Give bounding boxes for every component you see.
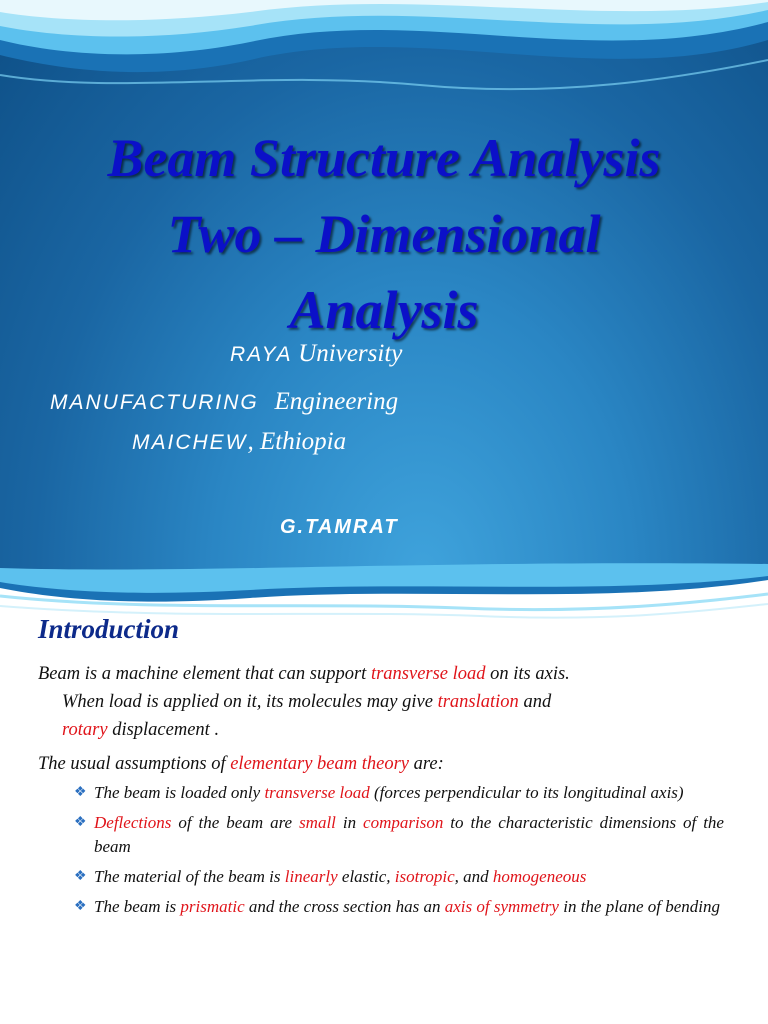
location-line — [132, 428, 346, 456]
list-item — [74, 811, 724, 859]
text-run: When load is applied on it, its molecules may give — [62, 692, 438, 712]
list-item — [74, 781, 724, 805]
decorative-wave-footer — [0, 560, 768, 576]
department-line — [50, 388, 398, 416]
intro-paragraph — [38, 660, 730, 744]
assumptions-list — [74, 781, 724, 925]
text-run: to the characteristic dimensions of the beam — [94, 813, 724, 856]
highlight-term: transverse load — [370, 664, 486, 684]
list-item — [74, 865, 724, 889]
text-run: and the cross section has an — [244, 897, 445, 916]
text-run: elastic, — [337, 867, 395, 886]
text-run: The usual assumptions of — [38, 754, 231, 774]
text-run: Beam is a machine element that can support — [38, 664, 371, 684]
highlight-term: linearly — [284, 867, 338, 886]
location-word: , Ethiopia — [247, 428, 347, 455]
university-line — [230, 340, 402, 368]
text-run: are: — [409, 754, 444, 774]
text-run: displacement . — [107, 720, 220, 740]
list-item — [74, 895, 724, 919]
highlight-term: small — [299, 813, 336, 832]
author-name: G.TAMRAT — [280, 516, 399, 538]
decorative-wave-header — [0, 0, 768, 110]
diamond-bullet-icon: ❖ — [74, 785, 87, 800]
university-caps: RAYA — [230, 343, 293, 366]
diamond-bullet-icon: ❖ — [74, 815, 87, 830]
text-run: (forces perpendicular to its longitudinal axis) — [369, 783, 684, 802]
text-run: and — [518, 692, 552, 712]
highlight-term: prismatic — [180, 897, 245, 916]
highlight-term: axis of symmetry — [444, 897, 559, 916]
text-run: The beam is loaded only — [94, 783, 265, 802]
section-heading: Introduction — [38, 614, 180, 644]
title-line-3: Analysis — [289, 280, 479, 340]
university-word: University — [298, 340, 403, 367]
title-line-2: Two – Dimensional — [167, 204, 601, 264]
text-run: in the plane of bending — [558, 897, 720, 916]
highlight-term: translation — [437, 692, 519, 712]
text-run: in — [335, 813, 364, 832]
highlight-term: rotary — [62, 720, 108, 740]
department-word: Engineering — [274, 388, 399, 415]
introduction-slide — [0, 576, 768, 1024]
text-run: , and — [454, 867, 493, 886]
text-run: on its axis. — [485, 664, 570, 684]
department-caps: MANUFACTURING — [50, 391, 259, 414]
location-caps: MAICHEW — [132, 431, 248, 454]
highlight-term: homogeneous — [492, 867, 587, 886]
highlight-term: elementary beam theory — [230, 754, 409, 774]
text-run: of the beam are — [171, 813, 300, 832]
highlight-term: isotropic — [394, 867, 455, 886]
text-run: The material of the beam is — [94, 867, 285, 886]
highlight-term: Deflections — [94, 813, 172, 832]
title-line-1: Beam Structure Analysis — [107, 128, 661, 188]
diamond-bullet-icon: ❖ — [74, 869, 87, 884]
text-run: The beam is — [94, 897, 181, 916]
highlight-term: transverse load — [264, 783, 370, 802]
assumptions-intro — [38, 750, 730, 778]
highlight-term: comparison — [363, 813, 444, 832]
diamond-bullet-icon: ❖ — [74, 899, 87, 914]
